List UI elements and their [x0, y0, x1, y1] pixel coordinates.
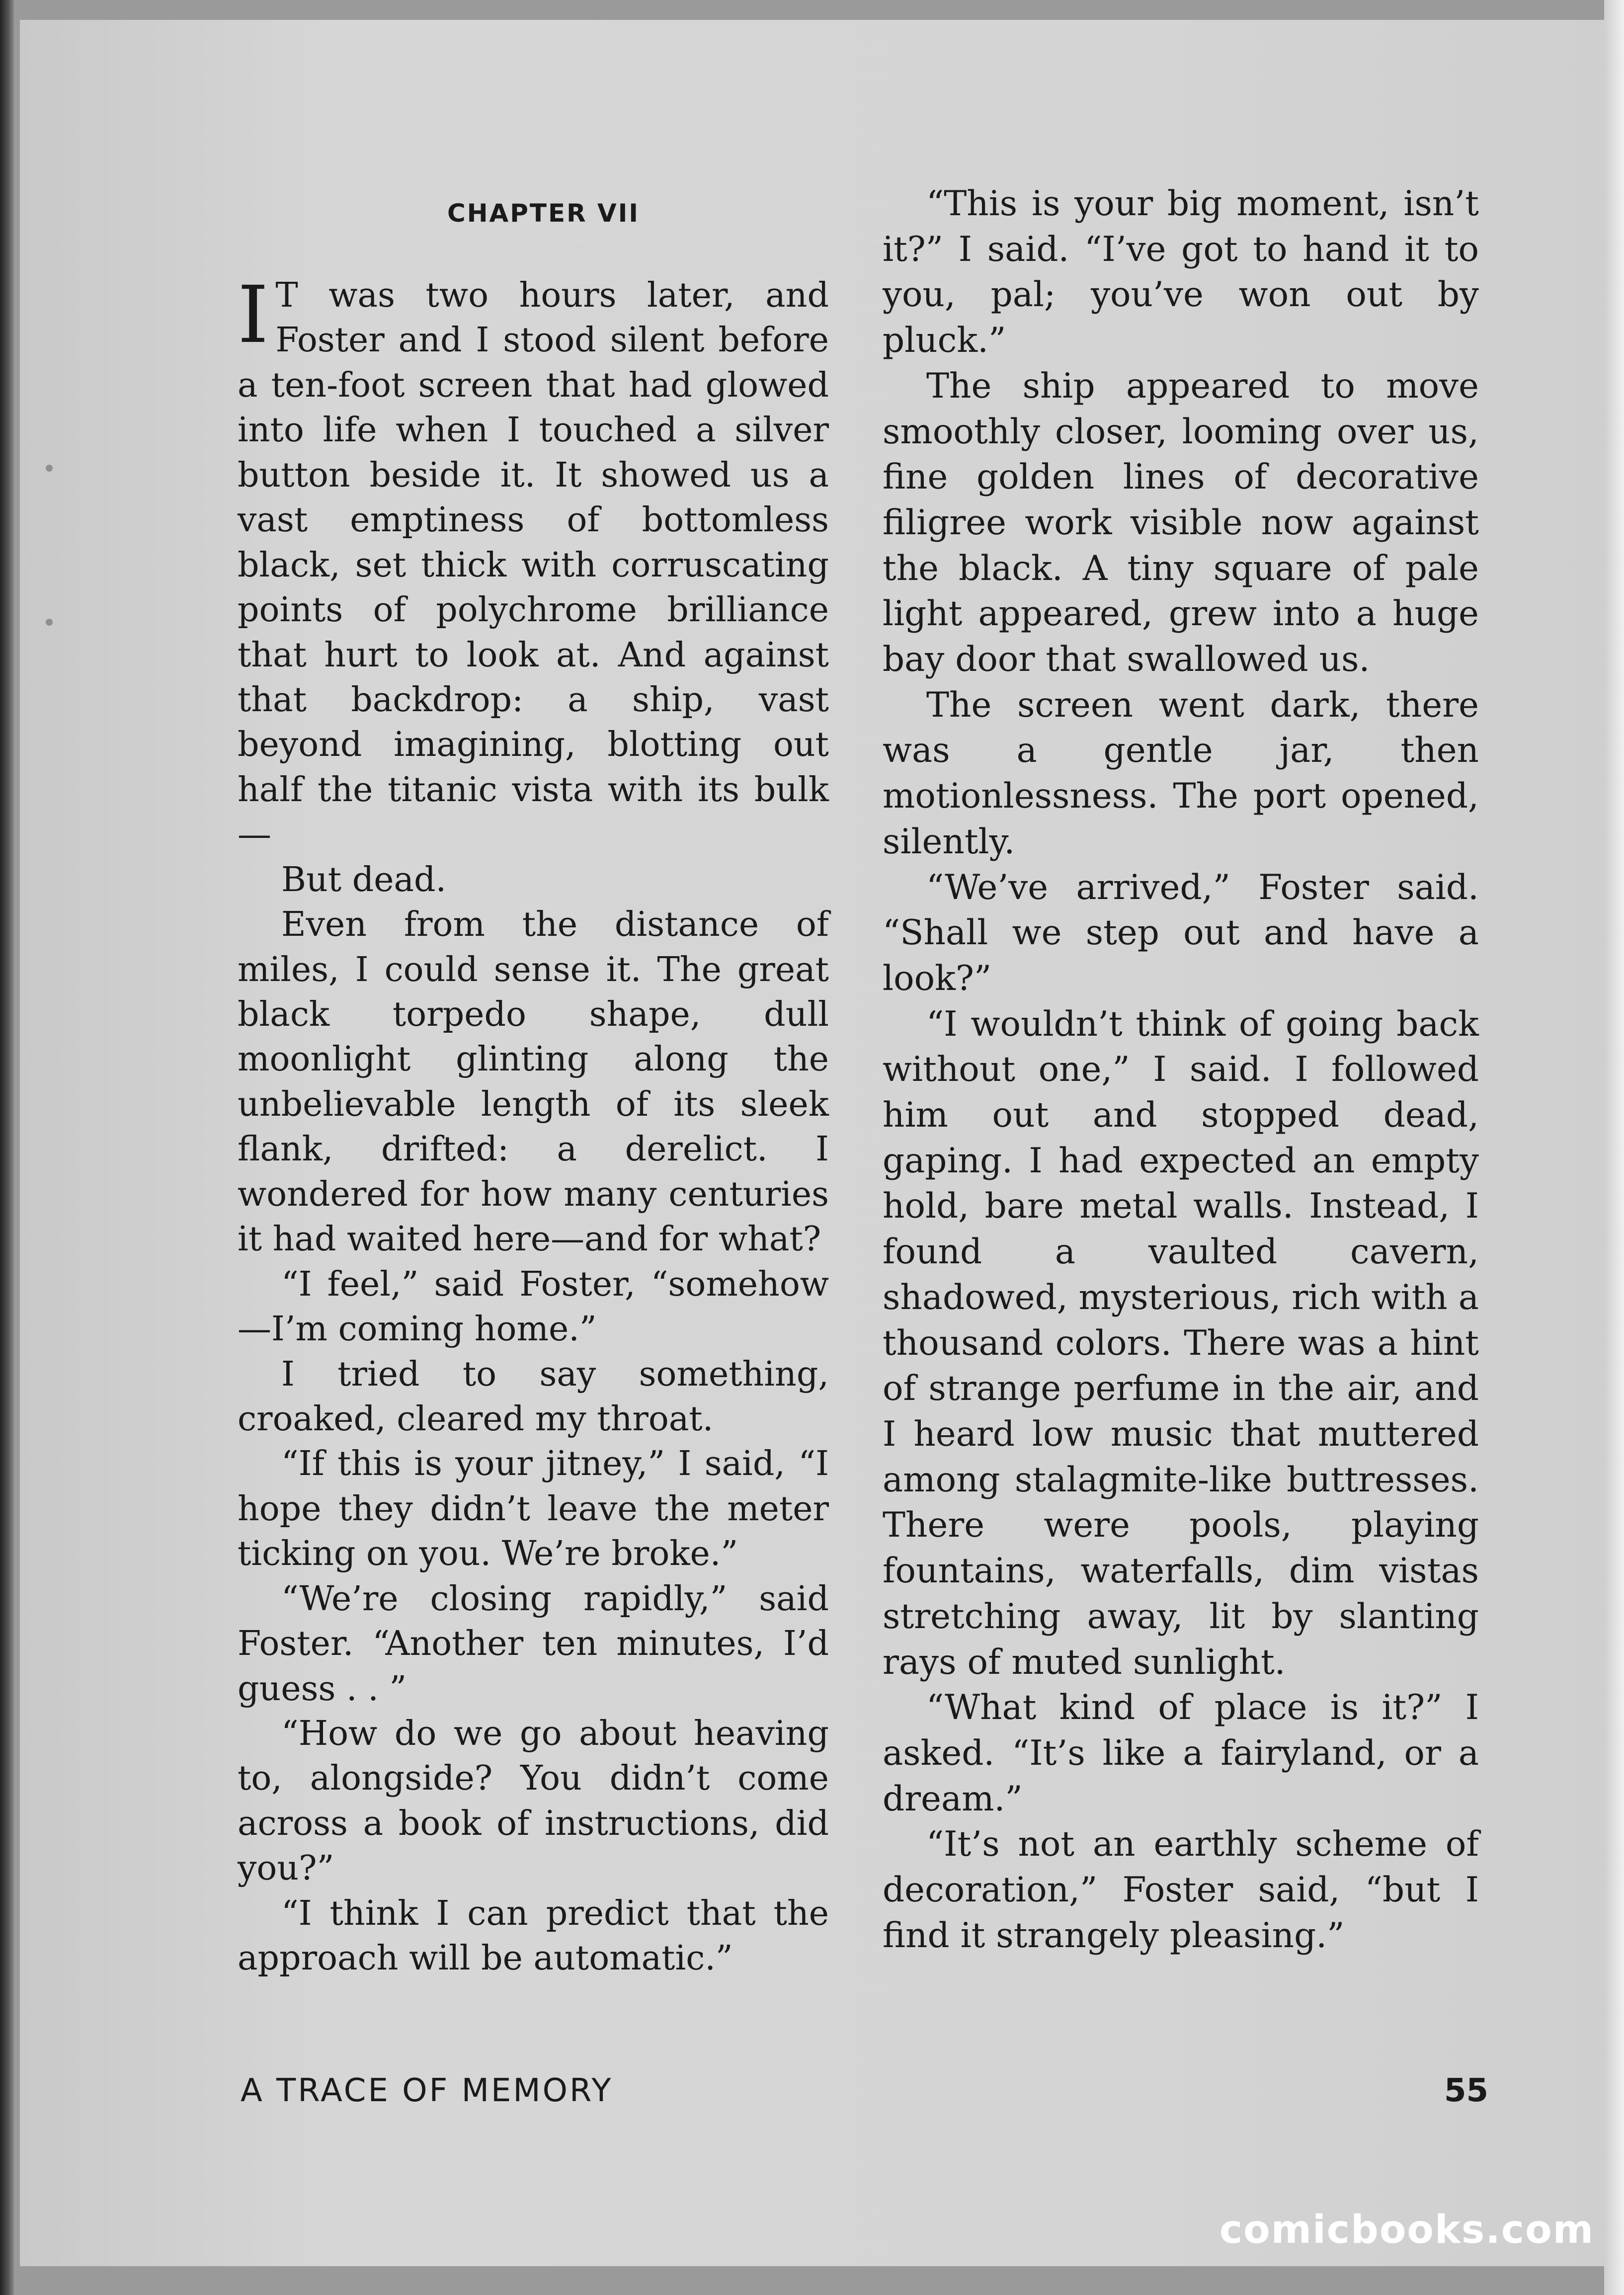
running-title: A TRACE OF MEMORY	[241, 2072, 613, 2109]
paragraph: I tried to say something, croaked, cleared my throat.	[238, 1354, 829, 1439]
left-text-column	[238, 269, 829, 1981]
paragraph: The ship appeared to move smoothly closer, looming over us, fine golden lines of decorative filigree work visible now against the black. A tiny square of pale light appeared, grew into a huge bay door that swallowed us.	[883, 366, 1479, 680]
paragraph: Even from the distance of miles, I could sense it. The great black torpedo shape, dull moonlight glinting along the unbelievable length of its sleek flank, drifted: a derelict. I wondered for how many centuries it had waited here—and for what?	[238, 905, 829, 1259]
drop-cap: I	[238, 269, 269, 361]
paragraph: The screen went dark, there was a gentle jar, then motionlessness. The port opened, silently.	[883, 685, 1479, 862]
paragraph: “If this is your jitney,” I said, “I hope they didn’t leave the meter ticking on you. We’re broke.”	[238, 1444, 829, 1574]
paragraph: “I wouldn’t think of going back without one,” I said. I followed him out and stopped dead, gaping. I had expected an empty hold, bare metal walls. Instead, I found a vaulted cavern, shadowed, mysterious, rich with a thousand colors. There was a hint of strange perfume in the air, and I heard low music that muttered among stalagmite-like buttresses. There were pools, playing fountains, waterfalls, dim vistas stretching away, lit by slanting rays of muted sunlight.	[883, 1004, 1479, 1682]
paragraph: “I think I can predict that the approach will be automatic.”	[238, 1893, 829, 1978]
paragraph: But dead.	[281, 860, 447, 900]
paragraph: “This is your big moment, isn’t it?” I said. “I’ve got to hand it to you, pal; you’ve won out by pluck.”	[883, 184, 1479, 361]
right-text-column	[883, 181, 1479, 1959]
paragraph: “We’re closing rapidly,” said Foster. “Another ten minutes, I’d guess . . ”	[238, 1579, 829, 1709]
paragraph: “What kind of place is it?” I asked. “It’s like a fairyland, or a dream.”	[883, 1688, 1479, 1819]
page-number: 55	[1444, 2072, 1489, 2109]
paragraph: “How do we go about heaving to, alongside? You didn’t come across a book of instructions, did you?”	[238, 1714, 829, 1888]
paragraph: “We’ve arrived,” Foster said. “Shall we step out and have a look?”	[883, 867, 1479, 998]
margin-speck	[46, 619, 53, 626]
watermark-logo: comicbooks.com	[1219, 2208, 1594, 2252]
paragraph: “I feel,” said Foster, “somehow—I’m coming home.”	[238, 1264, 829, 1349]
page-edge	[1604, 0, 1624, 2295]
chapter-heading: CHAPTER VII	[447, 199, 640, 228]
book-spine-shadow	[0, 0, 14, 2295]
margin-speck	[46, 465, 53, 472]
opening-paragraph: I T was two hours later, and Foster and I stood silent before a ten-foot screen that had glowed into life when I touched a silver button beside it. It showed us a vast emptiness of bottomless black, set thick with corruscating points of polychrome brilliance that hurt to look at. And against that backdrop: a ship, vast beyond imagining, blotting out half the titanic vista with its bulk—	[238, 269, 829, 855]
paragraph: “It’s not an earthly scheme of decoration,” Foster said, “but I find it strangely pleasing.”	[883, 1824, 1479, 1956]
